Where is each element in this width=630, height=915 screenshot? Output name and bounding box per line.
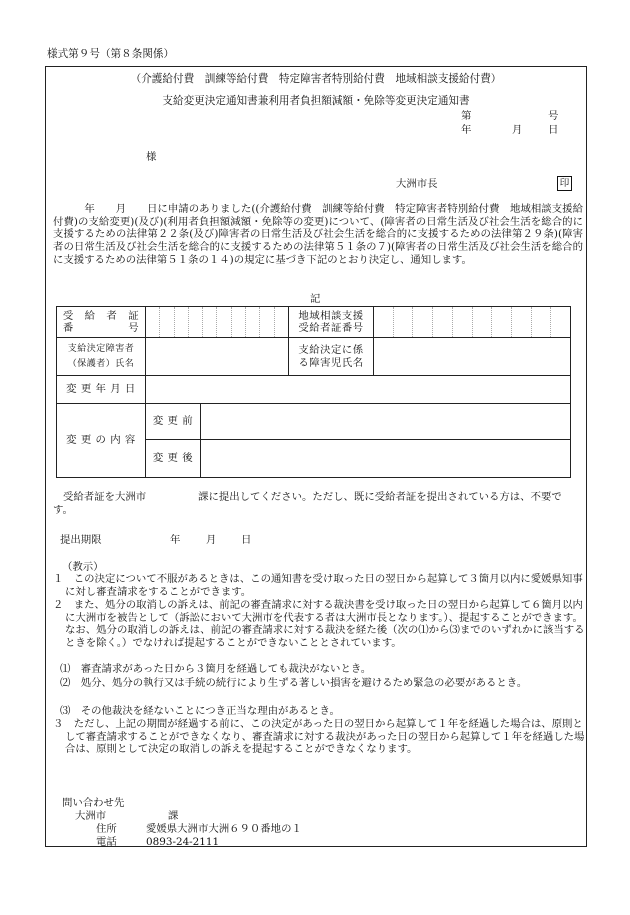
chiiki-number-label: 地域相談支援 受給者証番号 [289, 307, 374, 338]
before-field[interactable] [201, 404, 571, 440]
notice-sub-2: ⑵ 処分、処分の執行又は手続の続行により生ずる著しい損害を避けるため緊急の必要があるとき。 [60, 677, 528, 689]
decided-person-name-label: 支給決定障害者 （保護者）氏名 [57, 338, 146, 376]
body-text: 年 月 日に申請のありました((介護給付費 訓練等給付費 特定障害者特別給付費 地域相談支援給付費)の支給変更)(及び)(利用者負担額減額・免除等の変更)について、(障害者の日常生活及び社会生活を総合的に支援するための法律第２２条(及び)障害者の日常生活及び社会生活を総合的に支援するための法律第２９条)(障害者の日常生活及び社会生活を総合的に支援するための法律第５１条の７)(障害者の日常生活及び社会生活を総合的に支援するための法律第５１条の１４)の規定に基づき下記のとおり決定し、通知します。 [53, 203, 583, 266]
contact-heading: 問い合わせ先 [62, 797, 125, 809]
ki-heading: 記 [310, 293, 321, 305]
date-day-label: 日 [548, 124, 559, 136]
page-title: 支給変更決定通知書兼利用者負担額減額・免除等変更決定通知書 [162, 95, 470, 107]
issuer-mayor: 大洲市長 [396, 178, 438, 190]
notice-item-3: ３ ただし、上記の期間が経過する前に、この決定があった日の翌日から起算して１年を経過した場合は、原則として審査請求することができなくなり、審査請求に対する裁決があった日の翌日から起算して１年を経過した場合は、原則として決定の取消しの訴えを提起することができなくなります。 [53, 718, 585, 756]
recipient-number-label: 受 給 者 証 番 号 [57, 307, 146, 338]
title-benefit-types: （介護給付費 訓練等給付費 特定障害者特別給付費 地域相談支援給付費） [130, 73, 502, 85]
chiiki-number-cells [374, 307, 571, 338]
number-label-dai: 第 [461, 110, 472, 122]
deadline-label: 提出期限 [60, 534, 102, 546]
before-label: 変 更 前 [146, 404, 201, 440]
tel-value: 0893-24-2111 [146, 836, 220, 848]
deadline-month: 月 [206, 534, 217, 546]
notice-sub-3: ⑶ その他裁決を経ないことにつき正当な理由があるとき。 [60, 705, 340, 717]
number-label-go: 号 [548, 110, 559, 122]
after-label: 変 更 後 [146, 440, 201, 478]
submit-instruction: 受給者証を大洲市 課に提出してください。ただし、既に受給者証を提出されている方は、不要です。 [53, 491, 562, 516]
change-date-field[interactable] [146, 376, 571, 404]
tel-label: 電話 [96, 836, 117, 848]
recipient-number-cells [146, 307, 289, 338]
date-month-label: 月 [512, 124, 523, 136]
notice-sub-1: ⑴ 審査請求があった日から３箇月を経過しても裁決がないとき。 [60, 663, 372, 675]
date-year-label: 年 [461, 124, 472, 136]
address-value: 愛媛県大洲市大洲６９０番地の１ [146, 823, 302, 835]
deadline-day: 日 [241, 534, 252, 546]
addressee-suffix: 様 [146, 151, 157, 163]
form-number: 様式第９号（第８条関係） [47, 48, 175, 60]
notice-heading: （教示） [62, 561, 104, 573]
notice-item-1: １ この決定について不服があるときは、この通知書を受け取った日の翌日から起算して３箇月以内に愛媛県知事に対し審査請求をすることができます。 [53, 573, 583, 598]
change-content-label: 変 更 の 内 容 [57, 404, 146, 478]
seal-mark: 印 [557, 176, 572, 191]
decided-person-name-field[interactable] [146, 338, 289, 376]
notice-item-2: ２ また、処分の取消しの訴えは、前記の審査請求に対する裁決書を受け取った日の翌日から起算して６箇月以内に大洲市を被告として（訴訟において大洲市を代表する者は大洲市長となります。）、提起することができます。なお、処分の取消しの訴えは、前記の審査請求に対する裁決を経た後（次の⑴から⑶までのいずれかに該当するときを除く。）でなければ提起することができないこととされています。 [53, 599, 585, 650]
change-date-label: 変 更 年 月 日 [57, 376, 146, 404]
address-label: 住所 [96, 823, 117, 835]
contact-city: 大洲市 [75, 810, 107, 822]
contact-division: 課 [168, 810, 179, 822]
child-name-field[interactable] [374, 338, 571, 376]
child-name-label: 支給決定に係 る障害児氏名 [289, 338, 374, 376]
deadline-year: 年 [170, 534, 181, 546]
detail-table [56, 306, 571, 478]
after-field[interactable] [201, 440, 571, 478]
